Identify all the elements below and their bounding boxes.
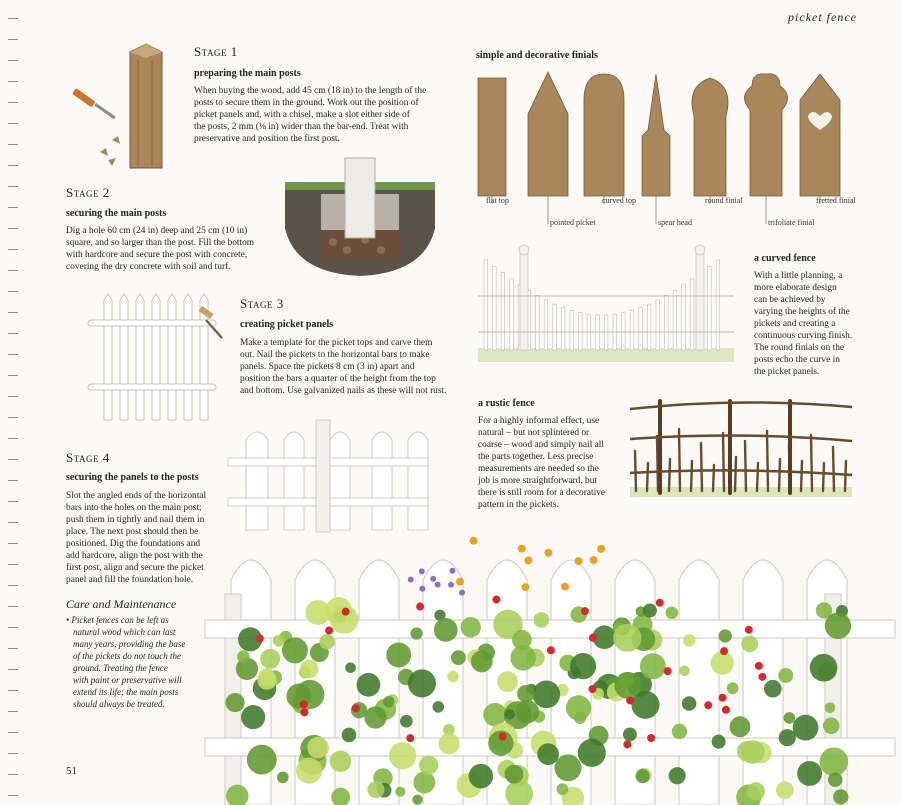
- stage2-text: Dig a hole 60 cm (24 in) deep and 25 cm (10 in) square, and so larger than the post. Fill the bottom with hardcore and secure the post with concrete, covering the dry concrete with soil and turf.: [66, 226, 255, 272]
- label-trifoliate-finial: trifoliate finial: [768, 218, 815, 227]
- stage1-text: When buying the wood, add 45 cm (18 in) to the length of the posts to secure them in the ground. Work out the position of picket panels and, with a chisel, make a slot either side of the posts, 2 mm (⅛ in) wider than the bar-end. Treat with preservative and position the first post.: [194, 86, 427, 144]
- binding-margin: [0, 0, 22, 805]
- rustic-fence-illustration: [630, 395, 860, 505]
- post-illustration: [72, 40, 172, 180]
- label-round-finial: round finial: [705, 196, 743, 205]
- stage4-text: Slot the angled ends of the horizontal bars into the holes on the main post; push them in tightly and nail them in place. The next post should then be positioned. Dig the foundations and add hardcore, align the post with the first post, align and secure the picket panel and fill the foundation hole.: [66, 491, 207, 585]
- rustic-title: a rustic fence: [478, 398, 535, 409]
- label-pointed-picket: pointed picket: [550, 218, 596, 227]
- stage4-title: Stage 4: [66, 450, 110, 465]
- stage3-text: Make a template for the picket tops and carve them out. Nail the pickets to the horizontal bars to make panels. Space the pickets 8 cm (3 in) apart and position the bars a quarter of the height from the top and bottom. Use galvanized nails as these will not rust.: [240, 338, 447, 396]
- curved-title: a curved fence: [754, 253, 816, 264]
- chisel-icon: [72, 88, 116, 119]
- care-text: • Picket fences can be left as natural wood which can last many years, providing the base of the pickets do not touch the ground. Treating the fence with paint or preservative will extend its life; the main posts should always be treated.: [66, 615, 186, 709]
- page-number: 51: [66, 765, 77, 777]
- curved-text: With a little planning, a more elaborate design can be achieved by varying the heights of the pickets and creating a continuous curving finish. The round finials on the posts echo the curve in the picket panels.: [754, 271, 853, 377]
- stage2-title: Stage 2: [66, 185, 110, 200]
- label-spear-head: spear head: [658, 218, 692, 227]
- stage3-subtitle: creating picket panels: [240, 319, 334, 330]
- finials-illustration: [470, 66, 870, 236]
- stage2-subtitle: securing the main posts: [66, 208, 167, 219]
- rustic-text: For a highly informal effect, use natural – but not splintered or coarse – wood and simply nail all the parts together. Less precise measurements are needed so the job is more straightforward, but there is still room for a decorative pattern in the pickets.: [478, 416, 606, 510]
- post-hole-illustration: [285, 158, 435, 283]
- finials-title: simple and decorative finials: [476, 50, 598, 61]
- stage1-title: Stage 1: [194, 44, 238, 59]
- label-fretted-finial: fretted finial: [816, 196, 856, 205]
- panel-post-illustration: [228, 420, 428, 532]
- stage4-subtitle: securing the panels to the posts: [66, 472, 199, 483]
- label-curved-top: curved top: [602, 196, 636, 205]
- stage3-title: Stage 3: [240, 296, 284, 311]
- picket-panel-illustration: [88, 290, 228, 425]
- planted-fence-illustration: [205, 520, 895, 805]
- label-flat-top: flat top: [486, 196, 509, 205]
- curved-fence-illustration: [478, 240, 738, 365]
- stage1-subtitle: preparing the main posts: [194, 68, 301, 79]
- care-title: Care and Maintenance: [66, 597, 177, 611]
- running-head: picket fence: [788, 10, 857, 24]
